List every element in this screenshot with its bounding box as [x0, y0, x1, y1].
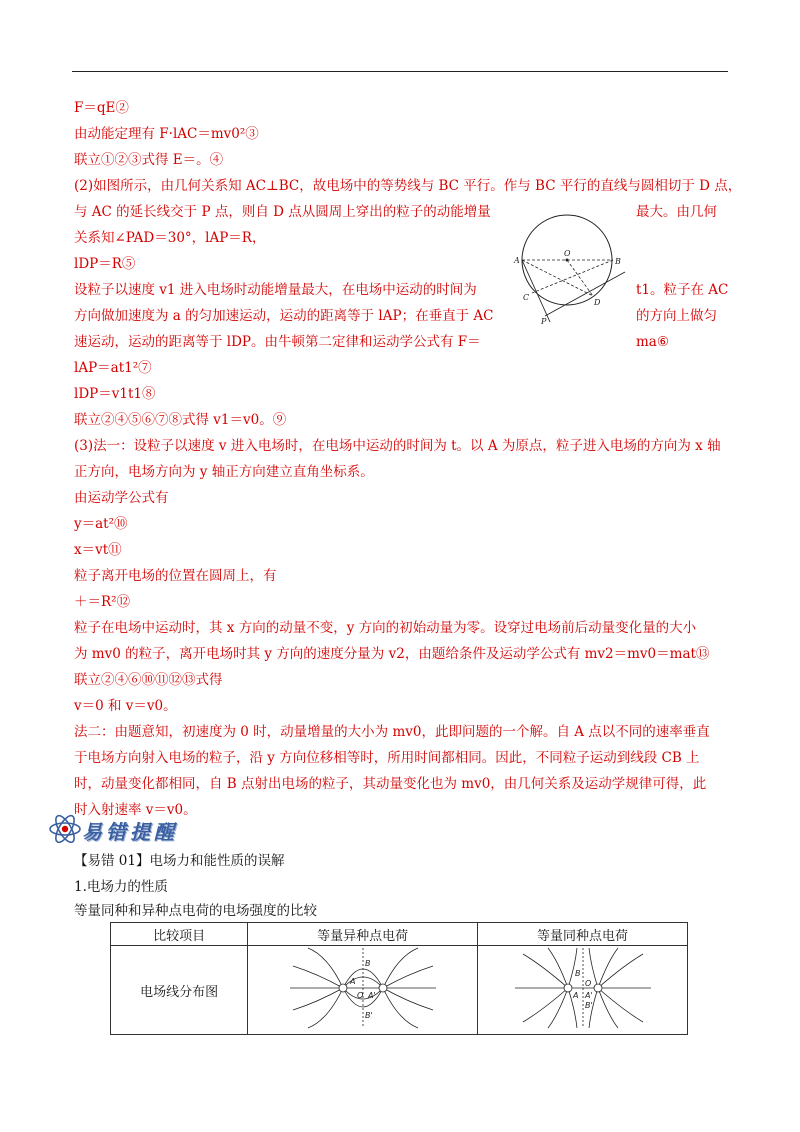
fig-label-o: O	[564, 249, 571, 258]
eq-line-3: 联立①②③式得 E＝。④	[74, 152, 224, 168]
part3-line-10: 联立②④⑥⑩⑪⑫⑬式得	[74, 672, 223, 688]
same-charge-cell	[478, 946, 688, 1035]
side-text-2: t1。粒子在 AC	[636, 282, 729, 298]
same-label-o: O	[584, 979, 591, 988]
opp-label-o: O	[356, 991, 363, 1000]
same-label-b-prime: B'	[584, 1001, 593, 1010]
table-row	[111, 946, 688, 1035]
side-text-3: 的方向上做匀	[636, 308, 717, 324]
fig-label-c: C	[523, 293, 530, 302]
side-text-1: 最大。由几何	[636, 204, 717, 220]
method2-line-4: 时入射速率 v＝v0。	[74, 802, 197, 818]
header-rule	[72, 71, 728, 72]
opp-label-a: A	[349, 977, 356, 986]
part3-line-9: 为 mv0 的粒子，离开电场时其 y 方向的速度分量为 v2，由题给条件及运动学公式有 mv2＝mv0＝mat⑬	[74, 646, 710, 662]
eq-line-2: 由动能定理有 F·lAC＝mv0²③	[74, 126, 259, 142]
circle-geometry-figure	[505, 212, 630, 330]
tip-banner-title: 易错提醒	[82, 820, 178, 844]
row-label: 电场线分布图	[111, 946, 248, 1035]
same-label-b: B	[574, 969, 580, 978]
table-header-item: 比较项目	[111, 923, 248, 946]
error-tips-banner	[48, 812, 248, 848]
part3-line-11: v＝0 和 v＝v0。	[74, 698, 177, 714]
method2-line-1: 法二：由题意知，初速度为 0 时，动量增量的大小为 mv0，此即问题的一个解。自 A 点以不同的速率垂直	[74, 724, 710, 740]
subheading-field-force: 1.电场力的性质	[74, 879, 168, 895]
part2-line-4: lDP＝R⑤	[74, 256, 136, 272]
part2-line-7: 速运动，运动的距离等于 lDP。由牛顿第二定律和运动学公式有 F＝	[74, 334, 481, 350]
fig-label-d: D	[594, 298, 601, 307]
part3-line-7: ＋＝R²⑫	[74, 594, 131, 610]
fig-label-b: B	[615, 257, 621, 266]
part2-line-2: 与 AC 的延长线交于 P 点，则自 D 点从圆周上穿出的粒子的动能增量	[74, 204, 491, 220]
subheading-comparison: 等量同种和异种点电荷的电场强度的比较	[74, 903, 317, 919]
same-label-a: A	[572, 991, 578, 1000]
side-text-4: ma⑥	[636, 334, 669, 350]
method2-line-2: 于电场方向射入电场的粒子，沿 y 方向位移相等时，所用时间都相同。因此，不同粒子运动到线段 CB 上	[74, 750, 700, 766]
part3-line-6: 粒子离开电场的位置在圆周上，有	[74, 568, 277, 584]
opp-label-a-prime: A'	[367, 991, 376, 1000]
part2-line-10: 联立②④⑤⑥⑦⑧式得 v1＝v0。⑨	[74, 412, 287, 428]
comparison-table	[110, 922, 688, 1035]
atom-icon	[48, 812, 82, 846]
part3-line-1: (3)法一：设粒子以速度 v 进入电场时，在电场中运动的时间为 t。以 A 为原点，粒子进入电场的方向为 x 轴	[74, 438, 721, 454]
part2-line-9: lDP＝v1t1⑧	[74, 386, 156, 402]
part3-line-5: x＝vt⑪	[74, 542, 122, 558]
table-header-same: 等量同种点电荷	[478, 923, 688, 946]
table-header-row	[111, 923, 688, 946]
part3-line-2: 正方向，电场方向为 y 轴正方向建立直角坐标系。	[74, 464, 374, 480]
part2-line-3: 关系知∠PAD＝30°，lAP＝R，	[74, 230, 266, 246]
error-01-heading: 【易错 01】电场力和能性质的误解	[74, 853, 285, 869]
fig-label-a: A	[514, 256, 520, 265]
part3-line-3: 由运动学公式有	[74, 490, 169, 506]
opposite-charge-field-diagram	[288, 946, 438, 1030]
same-label-a-prime: A'	[584, 991, 593, 1000]
part3-line-8: 粒子在电场中运动时，其 x 方向的动量不变，y 方向的初始动量为零。设穿过电场前后动量变化量的大小	[74, 620, 697, 636]
eq-line-1: F＝qE②	[74, 100, 129, 116]
part2-line-1: (2)如图所示，由几何关系知 AC⊥BC，故电场中的等势线与 BC 平行。作与 BC 平行的直线与圆相切于 D 点，	[74, 178, 742, 194]
opposite-charge-cell	[248, 946, 478, 1035]
part2-line-5: 设粒子以速度 v1 进入电场时动能增量最大，在电场中运动的时间为	[74, 282, 477, 298]
part2-line-6: 方向做加速度为 a 的匀加速运动，运动的距离等于 lAP；在垂直于 AC	[74, 308, 494, 324]
opp-label-b: B	[364, 959, 371, 968]
part2-line-8: lAP＝at1²⑦	[74, 360, 152, 376]
same-charge-field-diagram	[513, 946, 653, 1030]
table-header-opposite: 等量异种点电荷	[248, 923, 478, 946]
method2-line-3: 时，动量变化都相同，自 B 点射出电场的粒子，其动量变化也为 mv0，由几何关系及运动学规律可得，此	[74, 776, 707, 792]
fig-label-p: P	[541, 317, 547, 326]
part3-line-4: y＝at²⑩	[74, 516, 128, 532]
opp-label-b-prime: B'	[364, 1011, 373, 1020]
